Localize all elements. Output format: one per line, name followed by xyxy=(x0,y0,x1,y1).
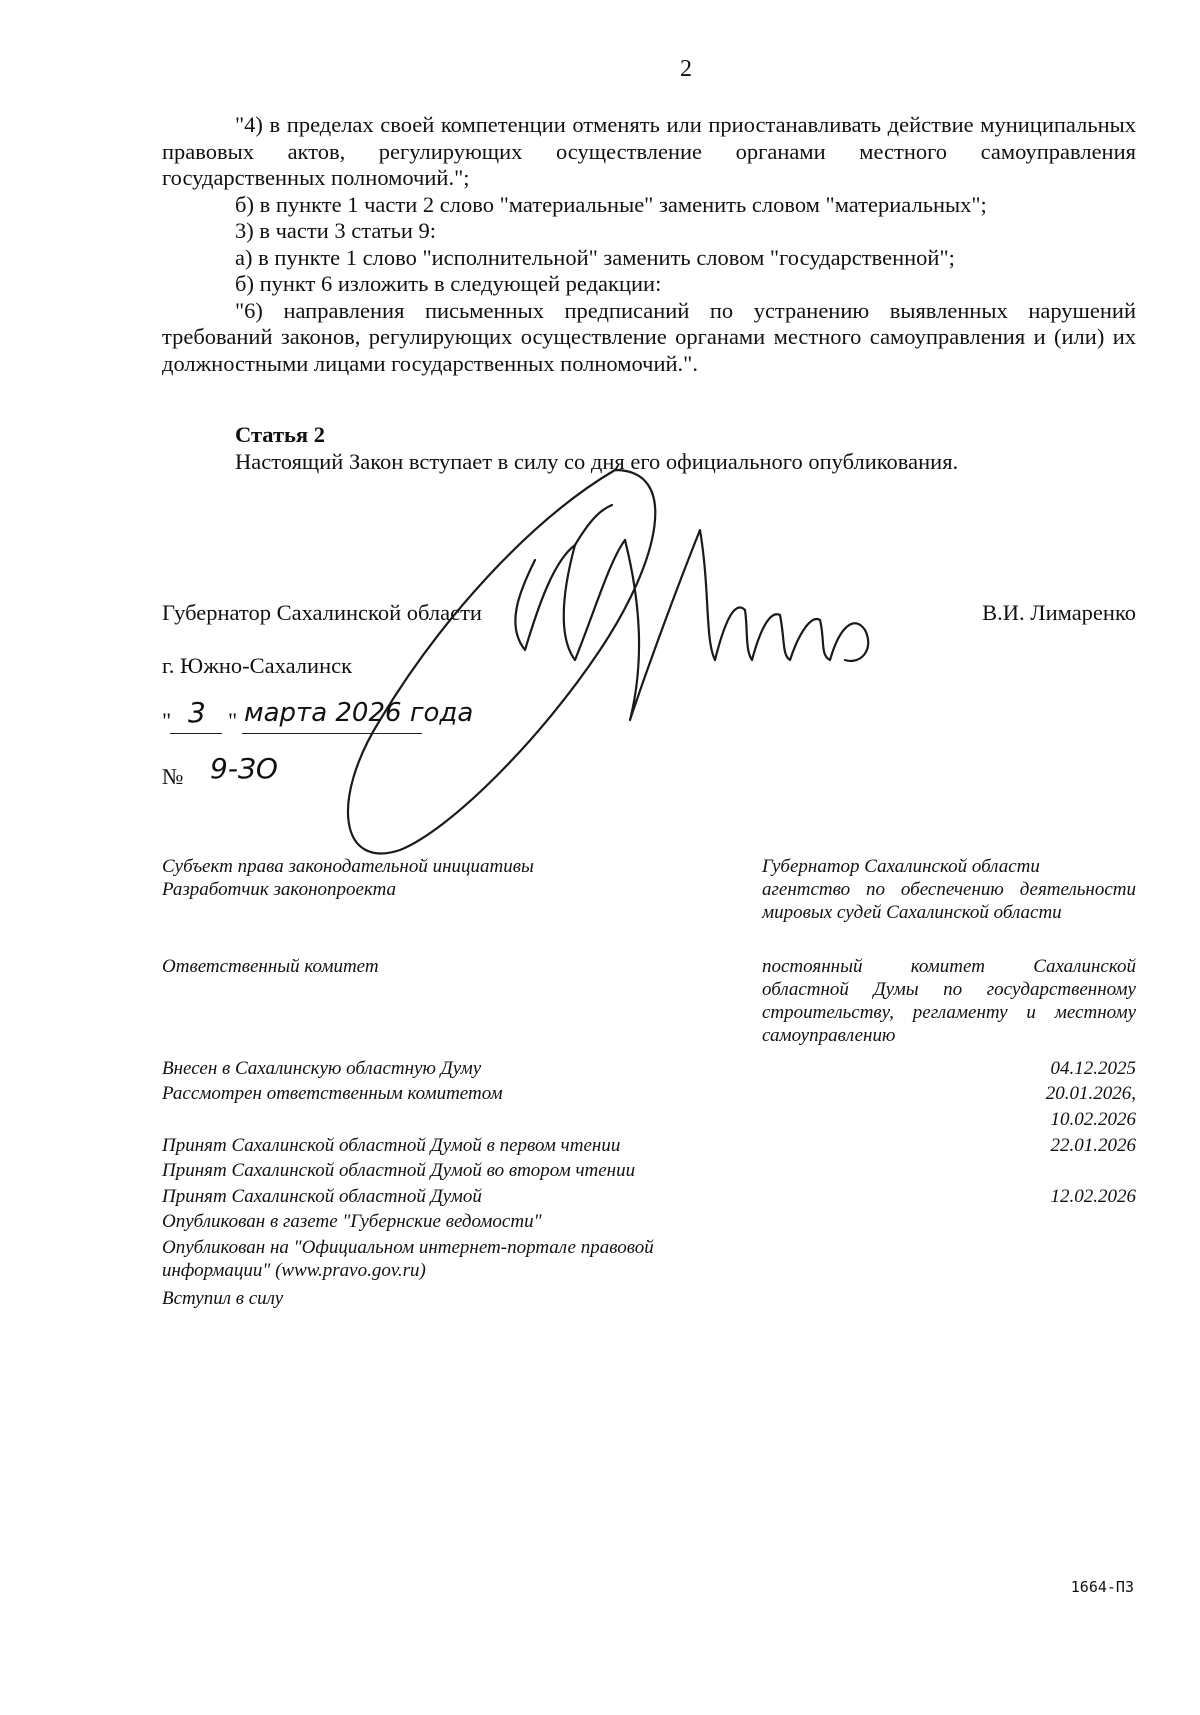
body-paragraph: "4) в пределах своей компетенции отменять или приостанавливать действие муниципальных правовых актов, регулирующих осуществление органами местного самоуправления государственных полномочий."; xyxy=(162,112,1136,190)
meta-row-label: Внесен в Сахалинскую областную Думу xyxy=(162,1058,482,1079)
subject-label: Субъект права законодательной инициативы xyxy=(162,856,534,877)
meta-row-label: Принят Сахалинской областной Думой во втором чтении xyxy=(162,1160,636,1181)
date-day-handwritten: 3 xyxy=(188,696,206,729)
meta-row-date: 04.12.2025 xyxy=(1050,1058,1136,1079)
footer-code: 1664-ПЗ xyxy=(1070,1578,1134,1596)
developer-label: Разработчик законопроекта xyxy=(162,879,397,900)
body-paragraph: б) в пункте 1 части 2 слово "материальные" заменить словом "материальных"; xyxy=(235,191,987,217)
developer-value: агентство по обеспечению деятельности мировых судей Сахалинской области xyxy=(762,879,1136,923)
committee-label: Ответственный комитет xyxy=(162,956,379,977)
meta-row-date: 12.02.2026 xyxy=(1050,1186,1136,1207)
meta-row-label: Рассмотрен ответственным комитетом xyxy=(162,1083,503,1104)
number-handwritten: 9-ЗО xyxy=(210,752,278,785)
page-number: 2 xyxy=(680,56,692,82)
body-text xyxy=(162,112,1136,377)
signing-city: г. Южно-Сахалинск xyxy=(162,653,353,678)
body-paragraph: 3) в части 3 статьи 9: xyxy=(235,218,437,243)
meta-row-label: Опубликован на "Официальном интернет-портале правовой информации" (www.pravo.gov.ru) xyxy=(162,1237,654,1281)
meta-row-label: Принят Сахалинской областной Думой xyxy=(162,1186,482,1207)
signatory-name: В.И. Лимаренко xyxy=(982,600,1136,625)
law-number xyxy=(162,752,362,798)
meta-row-label: Принят Сахалинской областной Думой в первом чтении xyxy=(162,1135,621,1156)
meta-row-label: Вступил в силу xyxy=(162,1288,284,1309)
date-rest-handwritten: марта 2026 года xyxy=(244,698,474,728)
number-label: № xyxy=(162,764,184,789)
article-title: Статья 2 xyxy=(235,422,325,447)
meta-row-date: 20.01.2026, xyxy=(1045,1083,1136,1104)
signing-date: " 3 " марта 2026 года xyxy=(162,696,474,733)
article-text: Настоящий Закон вступает в силу со дня его официального опубликования. xyxy=(235,449,959,474)
body-paragraph: "6) направления письменных предписаний по устранению выявленных нарушений требований законов, регулирующих осуществление органами местного самоуправления и (или) их должностными лицами государственных полномочий.". xyxy=(162,297,1136,376)
meta-row-date: 22.01.2026 xyxy=(1050,1135,1136,1156)
signatory-position: Губернатор Сахалинской области xyxy=(162,600,482,625)
meta-row-date: 10.02.2026 xyxy=(1050,1109,1136,1130)
meta-row-label: Опубликован в газете "Губернские ведомости" xyxy=(162,1211,542,1232)
committee-value: постоянный комитет Сахалинской областной Думы по государственному строительству, регламенту и местному самоуправлению xyxy=(762,956,1136,1046)
subject-value: Губернатор Сахалинской области xyxy=(762,856,1040,877)
body-paragraph: б) пункт 6 изложить в следующей редакции: xyxy=(235,271,662,296)
body-paragraph: а) в пункте 1 слово "исполнительной" заменить словом "государственной"; xyxy=(235,244,955,270)
